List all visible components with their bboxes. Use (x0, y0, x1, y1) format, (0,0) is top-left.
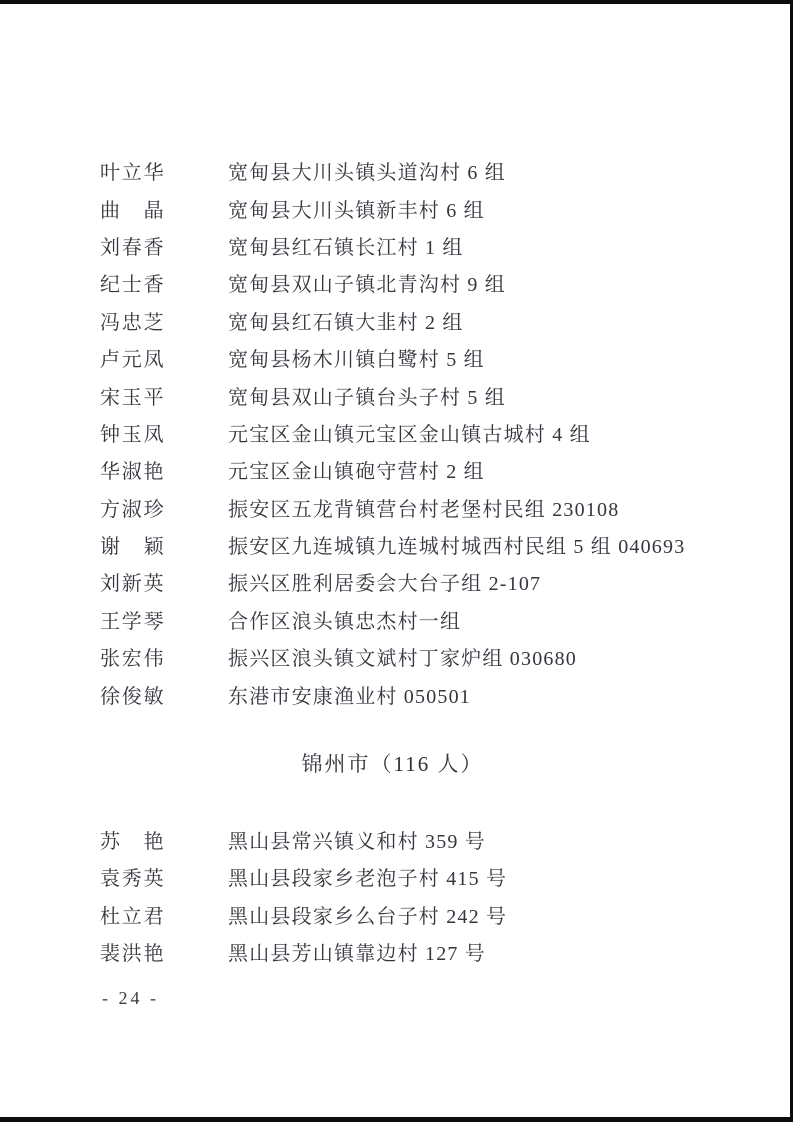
entry-row (100, 339, 700, 376)
entry-address: 振安区九连城镇九连城村城西村民组 5 组 040693 (228, 536, 686, 559)
entry-row (100, 264, 700, 301)
entry-row (100, 302, 700, 339)
entry-row (100, 489, 700, 526)
entry-row (100, 451, 700, 488)
entry-address: 宽甸县杨木川镇白鹭村 5 组 (228, 349, 485, 372)
entry-row (100, 675, 700, 712)
entry-address: 振安区五龙背镇营台村老堡村民组 230108 (228, 498, 620, 521)
entry-address: 振兴区浪头镇文斌村丁家炉组 030680 (228, 648, 577, 671)
entry-name: 张宏伟 (100, 648, 166, 671)
scan-border-bottom (0, 1117, 793, 1122)
entry-name: 钟玉凤 (100, 423, 166, 446)
entry-address: 合作区浪头镇忠杰村一组 (228, 610, 462, 633)
roster-list (100, 152, 700, 970)
entry-name: 徐俊敏 (100, 685, 166, 708)
entry-row (100, 414, 700, 451)
entry-name: 纪士香 (100, 274, 166, 297)
section-heading: 锦州市（116 人） (301, 751, 484, 776)
entry-address: 宽甸县大川头镇头道沟村 6 组 (228, 162, 506, 185)
entry-row (100, 601, 700, 638)
entry-address: 宽甸县红石镇大韭村 2 组 (228, 311, 464, 334)
entry-row (100, 227, 700, 264)
entry-address: 宽甸县双山子镇台头子村 5 组 (228, 386, 506, 409)
entry-name: 卢元凤 (100, 349, 166, 372)
entry-name: 曲 晶 (100, 199, 166, 222)
entry-address: 宽甸县大川头镇新丰村 6 组 (228, 199, 485, 222)
entry-name: 杜立君 (100, 905, 166, 928)
entry-name: 刘春香 (100, 236, 166, 259)
entry-row (100, 638, 700, 675)
entry-row (100, 821, 700, 858)
entry-name: 方淑珍 (100, 498, 166, 521)
entry-row (100, 152, 700, 189)
entry-name: 刘新英 (100, 573, 166, 596)
entry-address: 宽甸县双山子镇北青沟村 9 组 (228, 274, 506, 297)
entry-row (100, 189, 700, 226)
entry-name: 王学琴 (100, 610, 166, 633)
entry-name: 裴洪艳 (100, 943, 166, 966)
page-number: - 24 - (102, 988, 159, 1008)
entry-address: 振兴区胜利居委会大台子组 2-107 (228, 573, 542, 596)
entry-address: 黑山县常兴镇义和村 359 号 (228, 831, 486, 854)
entry-address: 黑山县段家乡么台子村 242 号 (228, 905, 508, 928)
entry-address: 黑山县芳山镇靠边村 127 号 (228, 943, 486, 966)
scan-border-top (0, 0, 793, 4)
entry-name: 谢 颖 (100, 536, 166, 559)
entry-row (100, 896, 700, 933)
entry-row (100, 563, 700, 600)
entry-address: 黑山县段家乡老泡子村 415 号 (228, 868, 508, 891)
roster-section (100, 152, 700, 713)
entry-address: 宽甸县红石镇长江村 1 组 (228, 236, 464, 259)
entry-row (100, 376, 700, 413)
entry-row (100, 933, 700, 970)
entry-address: 元宝区金山镇砲守营村 2 组 (228, 461, 485, 484)
entry-name: 宋玉平 (100, 386, 166, 409)
entry-name: 袁秀英 (100, 868, 166, 891)
roster-section (100, 746, 700, 971)
entry-name: 叶立华 (100, 162, 166, 185)
entry-name: 冯忠芝 (100, 311, 166, 334)
entry-name: 华淑艳 (100, 461, 166, 484)
entry-name: 苏 艳 (100, 831, 166, 854)
entry-row (100, 526, 700, 563)
entry-address: 元宝区金山镇元宝区金山镇古城村 4 组 (228, 423, 591, 446)
entry-row (100, 858, 700, 895)
entry-address: 东港市安康渔业村 050501 (228, 685, 471, 708)
